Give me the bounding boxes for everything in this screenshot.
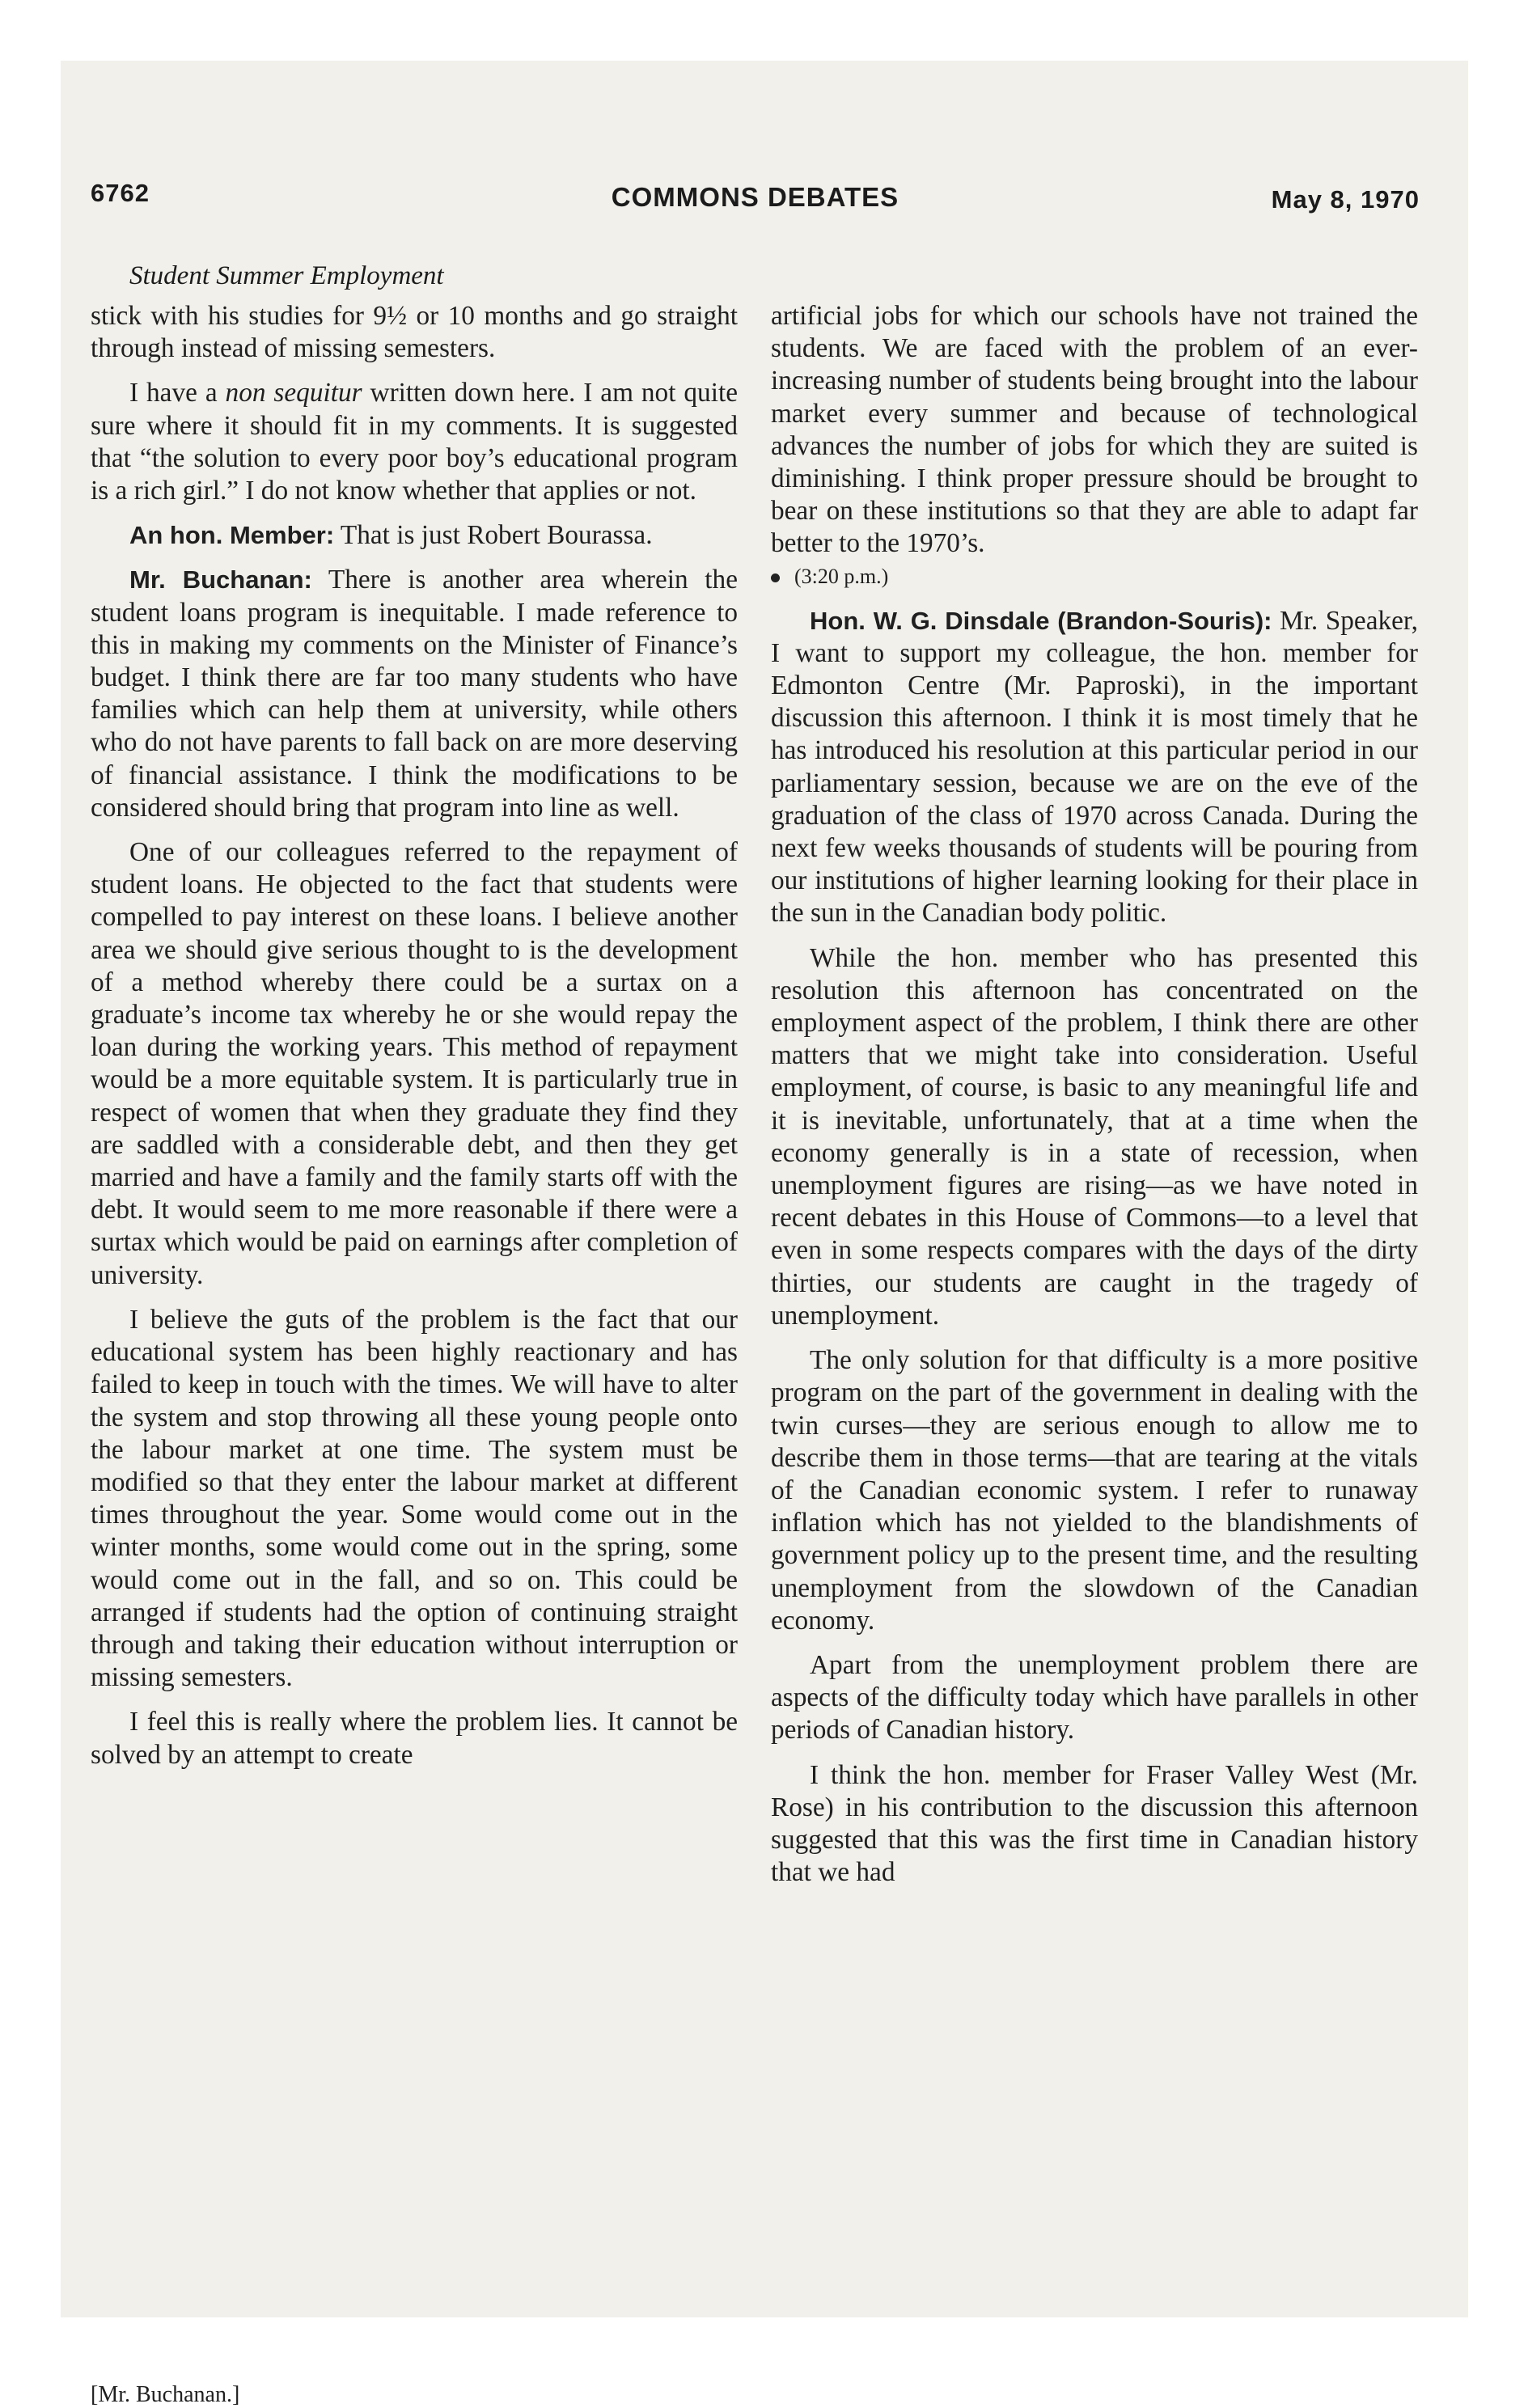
paragraph: artificial jobs for which our schools have not trained the students. We are faced with the problem of an ever-increasing number of students being brought into the labour market every summer and because of technological advances the number of jobs for which they are suited is diminishing. I think proper pressure should be brought to bear on these institutions so that they are able to adapt far better to the 1970’s. bbox=[771, 301, 1418, 559]
running-header bbox=[91, 179, 1420, 219]
paragraph: I think the hon. member for Fraser Valley West (Mr. Rose) in his contribution to the discussion this afternoon suggested that this was the first time in Canadian history that we had bbox=[771, 1759, 1418, 1888]
speech-text: Mr. Speaker, I want to support my colleague, the hon. member for Edmonton Centre (Mr. Paproski), in the important discussion this afternoon. I think it is most timely that he has introduced his resolution at this particular period in our parliamentary session, because we are on the eve of the graduation of the class of 1970 across Canada. During the next few weeks thousands of students will be pouring from our institutions of higher learning looking for their place in the sun in the Canadian body politic. bbox=[771, 605, 1418, 929]
paragraph bbox=[91, 377, 738, 507]
speaker-name: Mr. Buchanan: bbox=[129, 565, 312, 595]
paragraph: I believe the guts of the problem is the fact that our educational system has been highly reactionary and has failed to keep in touch with the times. We will have to alter the system and stop throwing all these young people onto the labour market at one time. The system must be modified so that they enter the labour market at different times throughout the year. Some would come out in the winter months, some would come out in the spring, some would come out in the fall, and so on. This could be arranged if students had the option of continuing straight through and taking their education without interruption or missing semesters. bbox=[91, 1304, 738, 1693]
left-column bbox=[91, 300, 738, 1771]
paragraph: stick with his studies for 9½ or 10 months and go straight through instead of missing semesters. bbox=[91, 301, 738, 364]
paragraph: I feel this is really where the problem lies. It cannot be solved by an attempt to create bbox=[91, 1707, 738, 1770]
debate-date: May 8, 1970 bbox=[1271, 185, 1420, 214]
speaker-name: Hon. W. G. Dinsdale (Brandon-Souris): bbox=[810, 606, 1272, 635]
speaker-citation: [Mr. Buchanan.] bbox=[91, 2382, 240, 2407]
journal-title: COMMONS DEBATES bbox=[611, 182, 899, 212]
paragraph: One of our colleagues referred to the repayment of student loans. He objected to the fact that students were compelled to pay interest on these loans. I believe another area we should give serious thought to is the development of a method whereby there could be a surtax on a graduate’s income tax whereby he or she would repay the loan during the working years. This method of repayment would be a more equitable system. It is particularly true in respect of women that when they graduate they find they are saddled with a considerable debt, and then they get married and have a family and the family starts off with the debt. It would seem to me more reasonable if there were a surtax which would be paid on earnings after completion of university. bbox=[91, 837, 738, 1290]
paragraph: The only solution for that difficulty is a more positive program on the part of the government in dealing with the twin curses—they are serious enough to allow me to describe them in those terms—that are tearing at the vitals of the Canadian economic system. I refer to runaway inflation which has not yielded to the blandishments of government policy up to the present time, and the resulting unemployment from the slowdown of the Canadian economy. bbox=[771, 1345, 1418, 1636]
speech-text: That is just Robert Bourassa. bbox=[334, 520, 653, 551]
paragraph-text: written down here. I am not quite sure where it should fit in my comments. It is suggested that “the solution to every poor boy’s educational program is a rich girl.” I do not know whether that applies or not. bbox=[91, 378, 738, 506]
speaker-name: An hon. Member: bbox=[129, 521, 335, 550]
paragraph: Apart from the unemployment problem there are aspects of the difficulty today which have parallels in other periods of Canadian history. bbox=[771, 1649, 1418, 1746]
paragraph: While the hon. member who has presented this resolution this afternoon has concentrated on the employment aspect of the problem, I think there are other matters that we might take into consideration. Useful employment, of course, is basic to any meaningful life and it is inevitable, unfortunately, that at a time when the economy generally is in a state of recession, when unemployment figures are rising—as we have noted in recent debates in this House of Commons—to a level that even in some respects compares with the days of the dirty thirties, our students are caught in the tragedy of unemployment. bbox=[771, 942, 1418, 1331]
speech-paragraph bbox=[91, 519, 738, 552]
speech-paragraph bbox=[91, 564, 738, 824]
speech-text: There is another area wherein the student loans program is inequitable. I made reference to this in making my comments on the Minister of Finance’s budget. I think there are far too many students who have families which can help them at university, while others who do not have parents to fall back on are more deserving of financial assistance. I think the modifications to be considered should bring that program into line as well. bbox=[91, 565, 738, 823]
time-marker-text: (3:20 p.m.) bbox=[794, 564, 889, 588]
paragraph-text: I have a bbox=[129, 378, 226, 408]
page-number: 6762 bbox=[91, 179, 150, 207]
latin-phrase: non sequitur bbox=[225, 378, 362, 408]
right-column bbox=[771, 300, 1418, 1889]
time-marker bbox=[771, 561, 1418, 593]
speech-paragraph bbox=[771, 605, 1418, 930]
scanned-page bbox=[61, 61, 1468, 2407]
topic-heading: Student Summer Employment bbox=[129, 261, 444, 290]
bullet-icon bbox=[771, 573, 780, 582]
